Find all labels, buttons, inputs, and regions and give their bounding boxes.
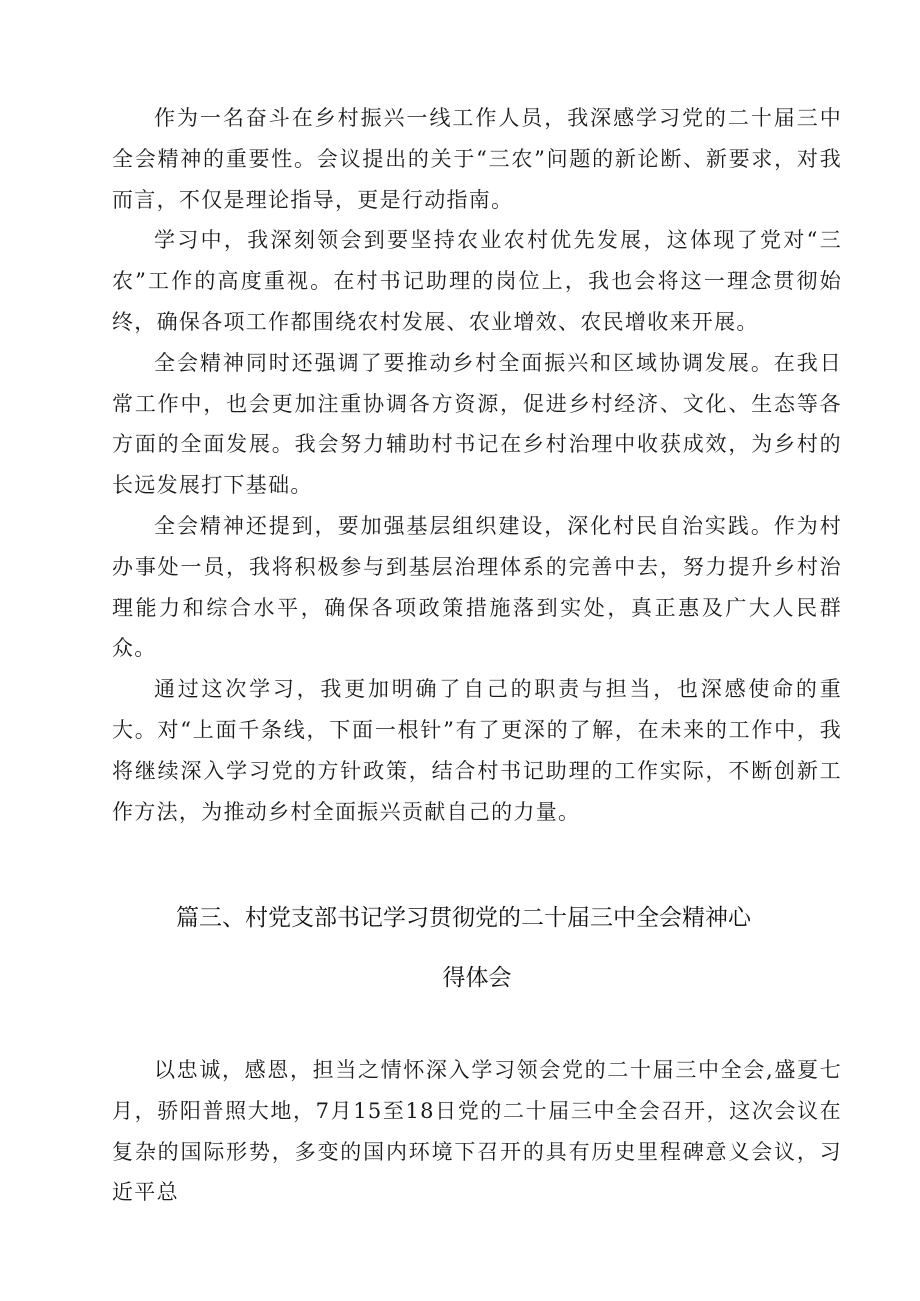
- article-section-body: [112, 98, 842, 832]
- section-heading-line-2: 得体会: [442, 965, 512, 991]
- paragraph: 通过这次学习，我更加明确了自己的职责与担当，也深感使命的重大。对“上面千条线，下面一根针”有了更深的了解，在未来的工作中，我将继续深入学习党的方针政策，结合村书记助理的工作实际，不断创新工作方法，为推动乡村全面振兴贡献自己的力量。: [112, 677, 842, 824]
- paragraph: 全会精神同时还强调了要推动乡村全面振兴和区域协调发展。在我日常工作中，也会更加注重协调各方资源，促进乡村经济、文化、生态等各方面的全面发展。我会努力辅助村书记在乡村治理中收获成效，为乡村的长远发展打下基础。: [112, 350, 842, 498]
- paragraph: 学习中，我深刻领会到要坚持农业农村优先发展，这体现了党对“三农”工作的高度重视。在村书记助理的岗位上，我也会将这一理念贯彻始终，确保各项工作都围绕农村发展、农业增效、农民增收来开展。: [112, 228, 842, 334]
- section-heading-line-1: 篇三、村党支部书记学习贯彻党的二十届三中全会精神心: [176, 905, 751, 931]
- paragraph: 以忠诚，感恩，担当之情怀深入学习领会党的二十届三中全会,盛夏七月，骄阳普照大地，7月15至18日党的二十届三中全会召开，这次会议在复杂的国际形势，多变的国内环境下召开的具有历史里程碑意义会议，习近平总: [112, 1058, 842, 1205]
- paragraph: 全会精神还提到，要加强基层组织建设，深化村民自治实践。作为村办事处一员，我将积极参与到基层治理体系的完善中去，努力提升乡村治理能力和综合水平，确保各项政策措施落到实处，真正惠及广大人民群众。: [112, 513, 842, 661]
- next-section-body: [112, 1050, 842, 1213]
- paragraph: 作为一名奋斗在乡村振兴一线工作人员，我深感学习党的二十届三中全会精神的重要性。会议提出的关于“三农”问题的新论断、新要求，对我而言，不仅是理论指导，更是行动指南。: [112, 106, 842, 212]
